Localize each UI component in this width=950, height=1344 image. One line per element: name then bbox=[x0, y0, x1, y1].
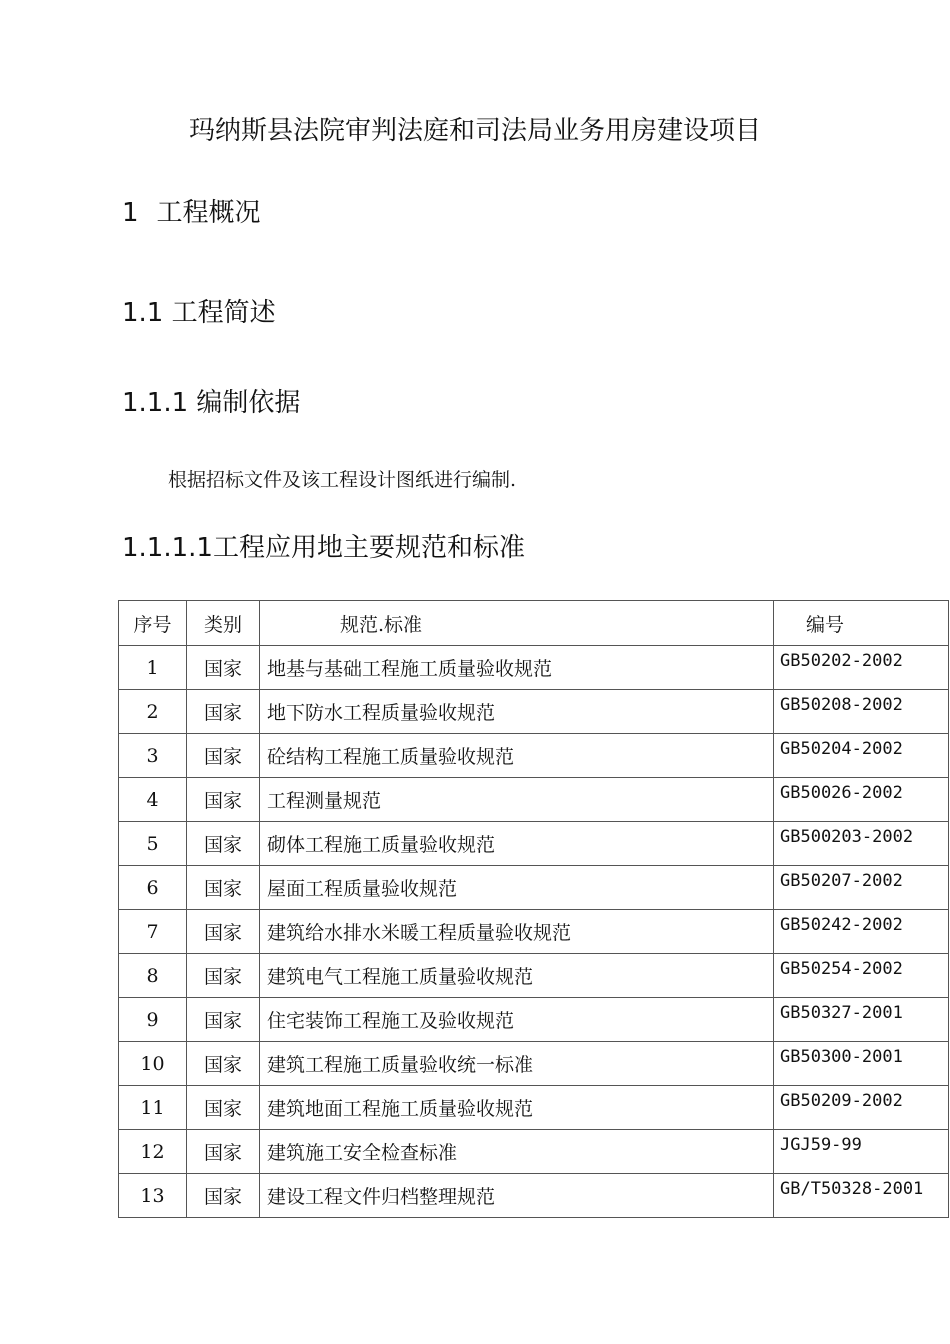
row-no: 3 bbox=[119, 734, 187, 778]
code-text: JGJ59-99 bbox=[780, 1135, 862, 1155]
section-number: 1.1 bbox=[122, 298, 164, 328]
row-standard-name: 建筑电气工程施工质量验收规范 bbox=[260, 954, 774, 998]
row-category: 国家 bbox=[187, 1042, 260, 1086]
row-code bbox=[774, 778, 949, 822]
row-code bbox=[774, 822, 949, 866]
code-text: GB50202-2002 bbox=[780, 651, 903, 671]
header-code: 编号 bbox=[774, 601, 949, 646]
row-no: 2 bbox=[119, 690, 187, 734]
table-row bbox=[119, 866, 949, 910]
standards-table bbox=[118, 600, 949, 1218]
code-text: GB50026-2002 bbox=[780, 783, 903, 803]
row-standard-name: 地下防水工程质量验收规范 bbox=[260, 690, 774, 734]
body-paragraph: 根据招标文件及该工程设计图纸进行编制. bbox=[168, 469, 517, 491]
table-row bbox=[119, 1042, 949, 1086]
section-number: 1 bbox=[122, 198, 139, 228]
row-no: 13 bbox=[119, 1174, 187, 1218]
table-row bbox=[119, 822, 949, 866]
code-text: GB50204-2002 bbox=[780, 739, 903, 759]
table-row bbox=[119, 954, 949, 998]
code-text: GB50208-2002 bbox=[780, 695, 903, 715]
row-no: 10 bbox=[119, 1042, 187, 1086]
row-category: 国家 bbox=[187, 734, 260, 778]
row-category: 国家 bbox=[187, 1130, 260, 1174]
row-code bbox=[774, 1130, 949, 1174]
section-heading-1-1 bbox=[122, 292, 276, 329]
section-number: 1.1.1 bbox=[122, 388, 189, 418]
row-standard-name: 工程测量规范 bbox=[260, 778, 774, 822]
table-row bbox=[119, 910, 949, 954]
row-code bbox=[774, 1086, 949, 1130]
row-category: 国家 bbox=[187, 778, 260, 822]
row-no: 8 bbox=[119, 954, 187, 998]
table-row bbox=[119, 998, 949, 1042]
code-text: GB500203-2002 bbox=[780, 827, 914, 847]
row-standard-name: 建设工程文件归档整理规范 bbox=[260, 1174, 774, 1218]
table-header-row bbox=[119, 601, 949, 646]
row-no: 12 bbox=[119, 1130, 187, 1174]
row-code bbox=[774, 734, 949, 778]
row-no: 4 bbox=[119, 778, 187, 822]
row-code bbox=[774, 646, 949, 690]
row-no: 5 bbox=[119, 822, 187, 866]
table-row bbox=[119, 734, 949, 778]
row-standard-name: 建筑地面工程施工质量验收规范 bbox=[260, 1086, 774, 1130]
code-text: GB50254-2002 bbox=[780, 959, 903, 979]
row-code bbox=[774, 866, 949, 910]
row-category: 国家 bbox=[187, 1086, 260, 1130]
code-text: GB50300-2001 bbox=[780, 1047, 903, 1067]
row-standard-name: 建筑工程施工质量验收统一标准 bbox=[260, 1042, 774, 1086]
table-row bbox=[119, 778, 949, 822]
row-code bbox=[774, 998, 949, 1042]
section-label: 工程简述 bbox=[171, 298, 276, 328]
row-category: 国家 bbox=[187, 866, 260, 910]
row-category: 国家 bbox=[187, 822, 260, 866]
row-code bbox=[774, 690, 949, 734]
row-no: 9 bbox=[119, 998, 187, 1042]
row-category: 国家 bbox=[187, 910, 260, 954]
row-standard-name: 建筑给水排水米暖工程质量验收规范 bbox=[260, 910, 774, 954]
row-no: 1 bbox=[119, 646, 187, 690]
code-text: GB50327-2001 bbox=[780, 1003, 903, 1023]
row-code bbox=[774, 1174, 949, 1218]
table-row bbox=[119, 1174, 949, 1218]
row-category: 国家 bbox=[187, 998, 260, 1042]
row-standard-name: 住宅装饰工程施工及验收规范 bbox=[260, 998, 774, 1042]
section-label: 工程概况 bbox=[156, 198, 261, 228]
row-code bbox=[774, 1042, 949, 1086]
header-category: 类别 bbox=[187, 601, 260, 646]
row-no: 11 bbox=[119, 1086, 187, 1130]
section-heading-1-1-1-1: 1.1.1.1工程应用地主要规范和标准 bbox=[122, 533, 525, 563]
document-title: 玛纳斯县法院审判法庭和司法局业务用房建设项目 bbox=[188, 116, 761, 146]
code-text: GB/T50328-2001 bbox=[780, 1179, 924, 1199]
row-standard-name: 地基与基础工程施工质量验收规范 bbox=[260, 646, 774, 690]
section-label: 编制依据 bbox=[196, 388, 301, 418]
code-text: GB50207-2002 bbox=[780, 871, 903, 891]
section-heading-1-1-1 bbox=[122, 382, 300, 419]
row-no: 7 bbox=[119, 910, 187, 954]
row-standard-name: 砼结构工程施工质量验收规范 bbox=[260, 734, 774, 778]
row-standard-name: 建筑施工安全检查标准 bbox=[260, 1130, 774, 1174]
table-row bbox=[119, 690, 949, 734]
header-no: 序号 bbox=[119, 601, 187, 646]
row-no: 6 bbox=[119, 866, 187, 910]
row-standard-name: 砌体工程施工质量验收规范 bbox=[260, 822, 774, 866]
row-category: 国家 bbox=[187, 690, 260, 734]
table-row bbox=[119, 646, 949, 690]
code-text: GB50209-2002 bbox=[780, 1091, 903, 1111]
table-row bbox=[119, 1130, 949, 1174]
table-row bbox=[119, 1086, 949, 1130]
section-heading-1 bbox=[122, 192, 261, 229]
header-standard: 规范.标准 bbox=[260, 601, 774, 646]
row-category: 国家 bbox=[187, 646, 260, 690]
code-text: GB50242-2002 bbox=[780, 915, 903, 935]
row-code bbox=[774, 954, 949, 998]
row-code bbox=[774, 910, 949, 954]
row-category: 国家 bbox=[187, 954, 260, 998]
row-standard-name: 屋面工程质量验收规范 bbox=[260, 866, 774, 910]
row-category: 国家 bbox=[187, 1174, 260, 1218]
